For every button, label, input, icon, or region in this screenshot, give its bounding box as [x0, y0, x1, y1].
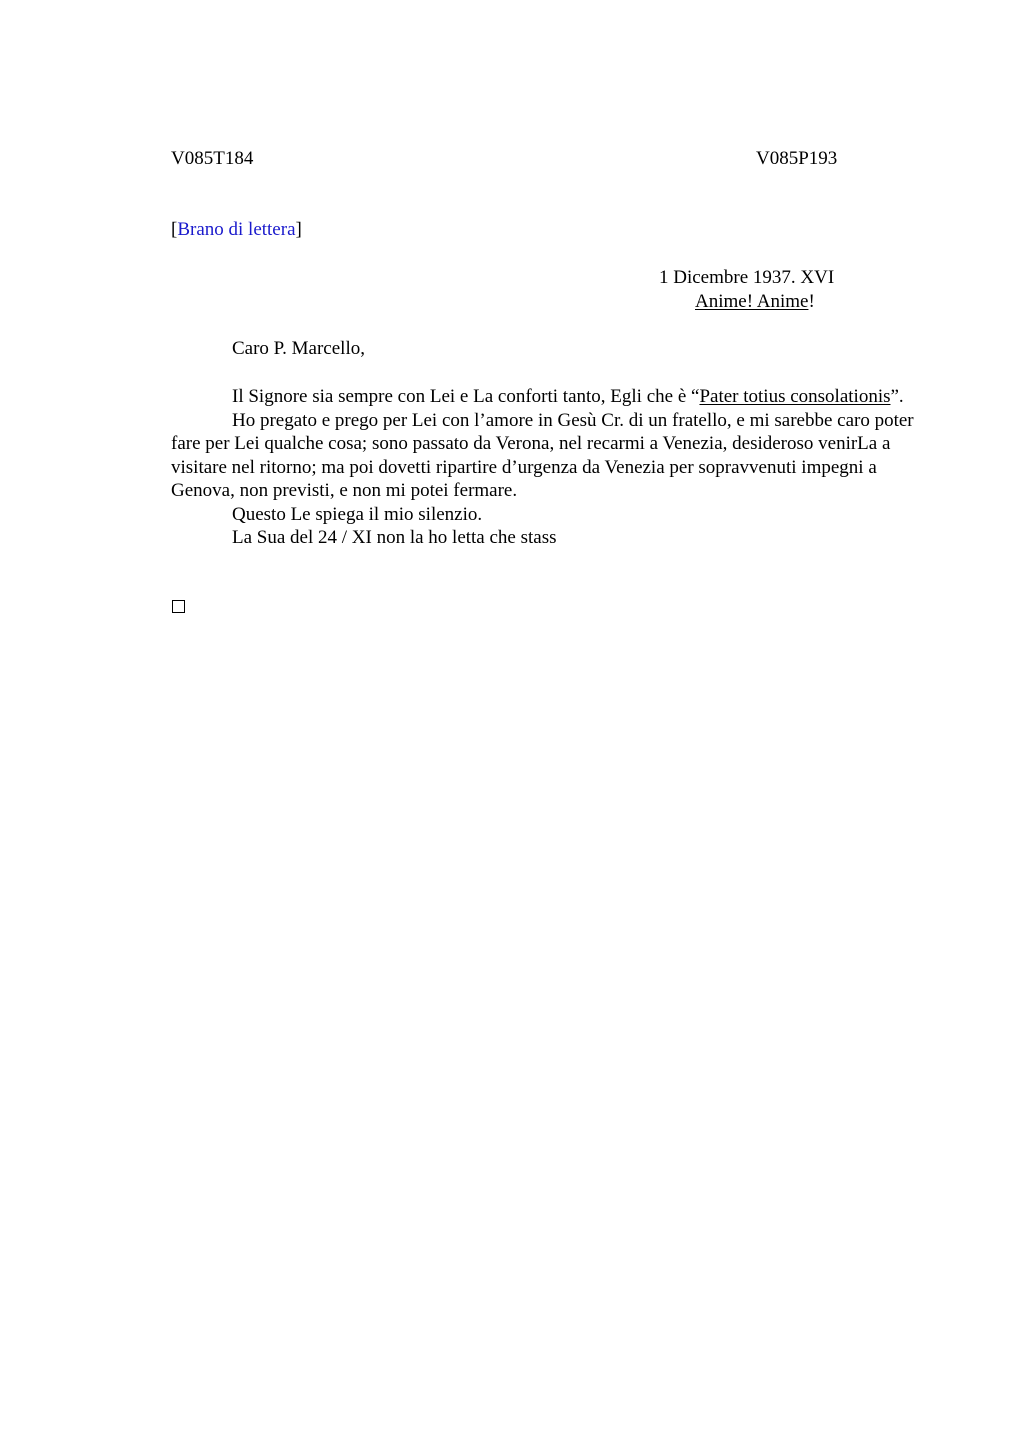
paragraph-1 — [171, 385, 931, 409]
document-code-left: V085T184 — [171, 148, 254, 169]
paragraph-2: Ho pregato e prego per Lei con l’amore in Gesù Cr. di un fratello, e mi sarebbe caro poter fare per Lei qualche cosa; sono passato da Verona, nel recarmi a Venezia, desideroso venirLa a visitare nel ritorno; ma poi dovetti ripartire d’urgenza da Venezia per sopravvenuti impegni a Genova, non previsti, e non mi potei fermare. — [171, 409, 914, 501]
letter-motto — [695, 290, 815, 314]
motto-end: ! — [808, 291, 815, 312]
section-heading — [171, 218, 302, 242]
square-box-icon — [172, 600, 185, 613]
paragraph-1-start: Il Signore sia sempre con Lei e La conforti tanto, Egli che è “ — [232, 386, 700, 407]
letter-date: 1 Dicembre 1937. XVI — [659, 267, 835, 288]
paragraph-3: Questo Le spiega il mio silenzio. — [232, 503, 483, 525]
motto-underlined: Anime! Anime — [695, 291, 809, 312]
heading-close-bracket: ] — [295, 219, 302, 240]
heading-label: Brano di lettera — [177, 219, 296, 240]
letter-body — [171, 385, 931, 550]
latin-quote: Pater totius consolationis — [699, 386, 891, 407]
paragraph-4: La Sua del 24 / XI non la ho letta che stass — [232, 527, 557, 548]
paragraph-1-end: ”. — [890, 386, 904, 407]
salutation: Caro P. Marcello, — [232, 338, 365, 359]
document-code-right: V085P193 — [756, 148, 838, 169]
heading-open-bracket: [ — [171, 219, 178, 240]
